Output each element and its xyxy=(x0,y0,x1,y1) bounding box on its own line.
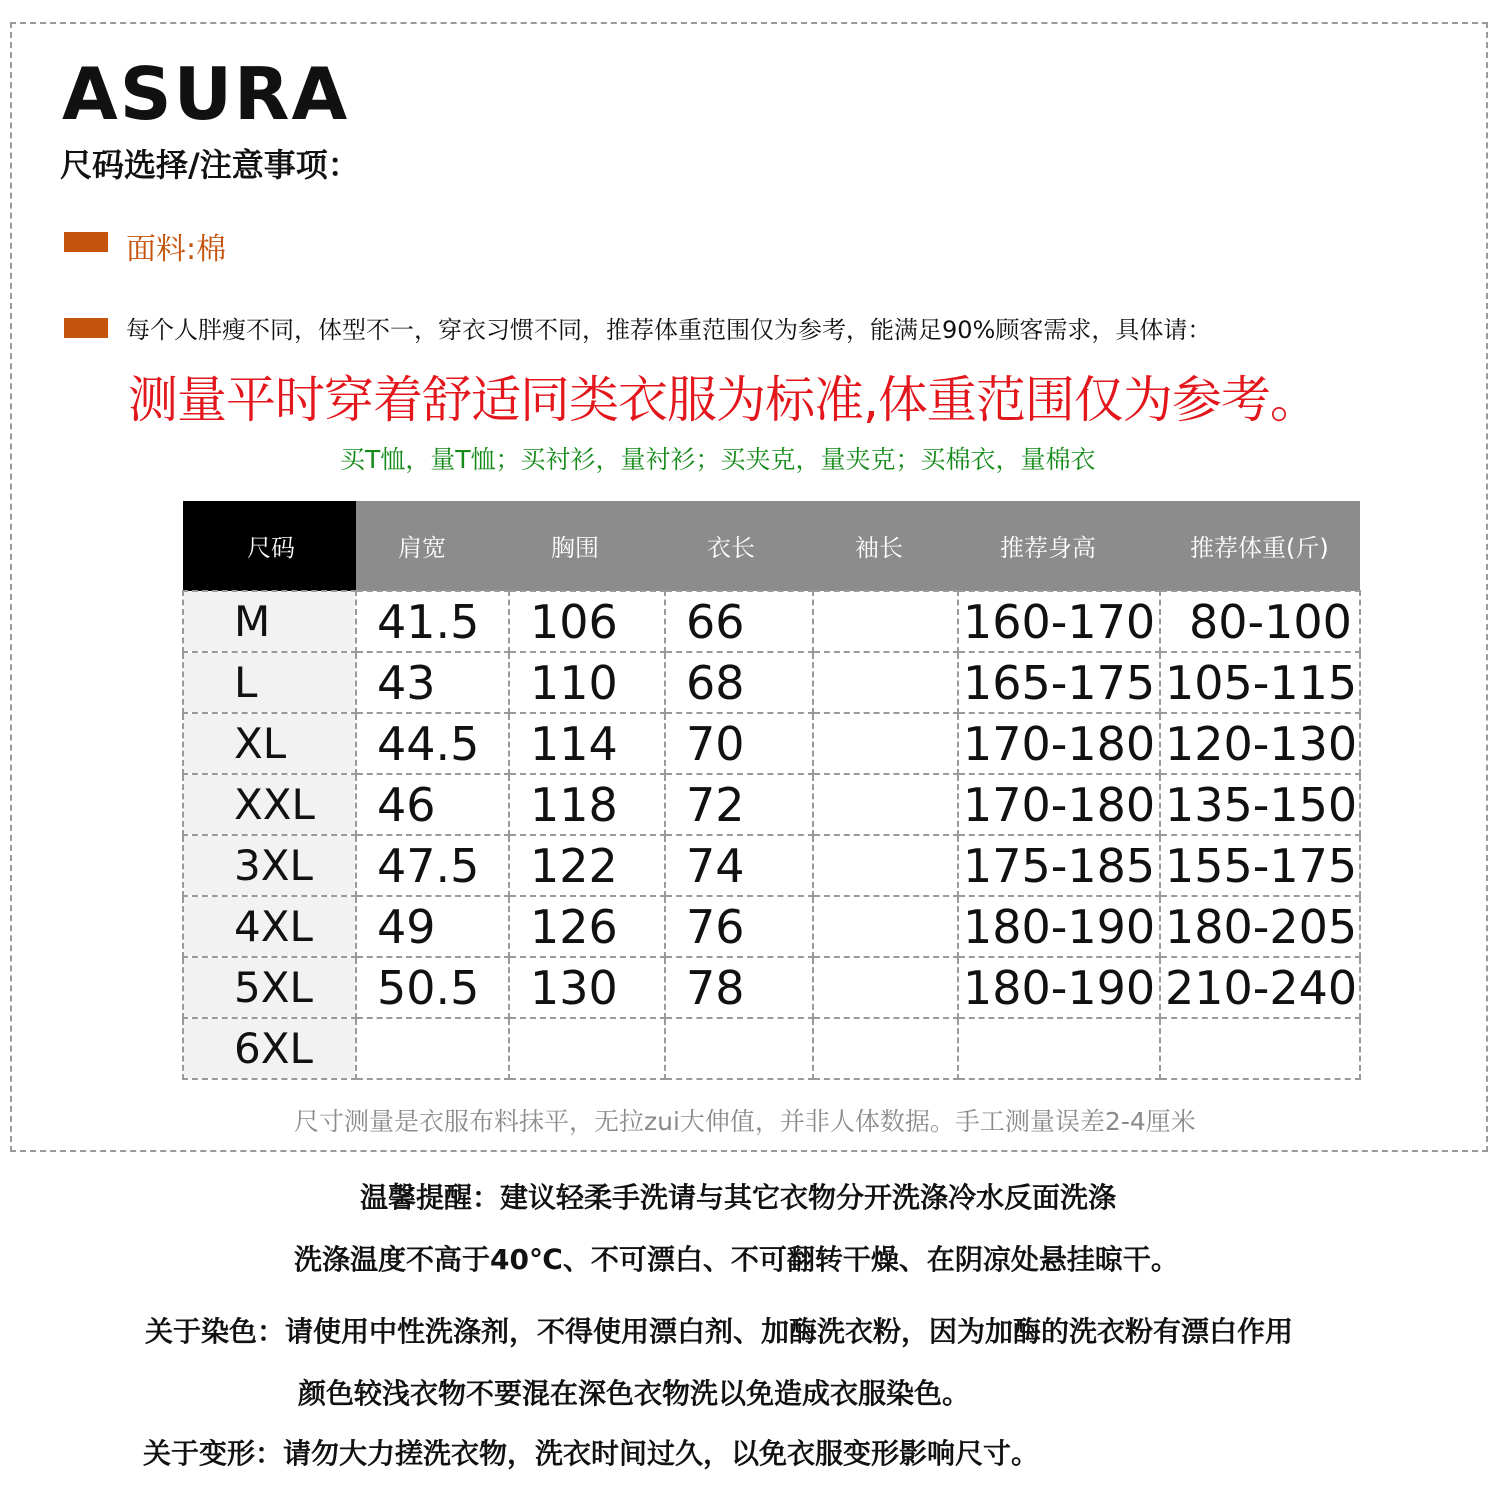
size-cell: M xyxy=(183,591,356,652)
table-cell xyxy=(813,713,958,774)
care-tip-line: 温馨提醒：建议轻柔手洗请与其它衣物分开洗涤冷水反面洗涤 xyxy=(360,1181,1117,1214)
table-cell: 76 xyxy=(665,896,813,957)
table-cell: 50.5 xyxy=(356,957,509,1018)
fabric-label: 面料:棉 xyxy=(126,232,227,267)
brand-logo: ASURA xyxy=(62,52,350,136)
table-row xyxy=(183,652,1360,713)
size-table xyxy=(182,501,1361,1080)
table-cell xyxy=(813,1018,958,1079)
table-cell: 110 xyxy=(509,652,665,713)
care-dye-line: 颜色较浅衣物不要混在深色衣物洗以免造成衣服染色。 xyxy=(298,1377,971,1410)
care-tip-line: 洗涤温度不高于40℃、不可漂白、不可翻转干燥、在阴凉处悬挂晾干。 xyxy=(294,1243,1179,1276)
table-row xyxy=(183,896,1360,957)
table-cell: 114 xyxy=(509,713,665,774)
table-cell: 180-190 xyxy=(958,957,1160,1018)
table-row xyxy=(183,591,1360,652)
column-header: 胸围 xyxy=(509,501,665,591)
table-row xyxy=(183,957,1360,1018)
table-cell xyxy=(813,835,958,896)
table-cell: 170-180 xyxy=(958,774,1160,835)
table-cell: 165-175 xyxy=(958,652,1160,713)
table-cell: 80-100 xyxy=(1160,591,1360,652)
column-header: 推荐身高 xyxy=(958,501,1160,591)
care-dye-line: 关于染色：请使用中性洗涤剂，不得使用漂白剂、加酶洗衣粉，因为加酶的洗衣粉有漂白作用 xyxy=(145,1315,1294,1348)
measure-highlight: 测量平时穿着舒适同类衣服为标准,体重范围仅为参考。 xyxy=(128,371,1319,429)
column-header: 袖长 xyxy=(813,501,958,591)
table-cell: 126 xyxy=(509,896,665,957)
table-cell xyxy=(958,1018,1160,1079)
table-row xyxy=(183,774,1360,835)
table-cell: 72 xyxy=(665,774,813,835)
table-cell: 180-190 xyxy=(958,896,1160,957)
page-title: 尺码选择/注意事项： xyxy=(60,146,360,184)
table-cell: 210-240 xyxy=(1160,957,1360,1018)
fabric-bullet xyxy=(64,232,108,252)
table-cell: 105-115 xyxy=(1160,652,1360,713)
size-cell: L xyxy=(183,652,356,713)
table-cell: 68 xyxy=(665,652,813,713)
table-cell xyxy=(1160,1018,1360,1079)
size-cell: XXL xyxy=(183,774,356,835)
table-cell: 44.5 xyxy=(356,713,509,774)
size-cell: 6XL xyxy=(183,1018,356,1079)
table-row xyxy=(183,835,1360,896)
table-cell: 78 xyxy=(665,957,813,1018)
table-row xyxy=(183,713,1360,774)
table-cell: 66 xyxy=(665,591,813,652)
table-row xyxy=(183,1018,1360,1079)
table-cell xyxy=(813,957,958,1018)
measurement-disclaimer: 尺寸测量是衣服布料抹平，无拉zui大伸值，并非人体数据。手工测量误差2-4厘米 xyxy=(294,1107,1196,1136)
table-header-row xyxy=(183,501,1360,591)
table-cell: 43 xyxy=(356,652,509,713)
column-header: 衣长 xyxy=(665,501,813,591)
note-bullet xyxy=(64,318,108,338)
table-cell xyxy=(813,896,958,957)
measure-tip: 买T恤，量T恤；买衬衫，量衬衫；买夹克，量夹克；买棉衣，量棉衣 xyxy=(340,445,1096,474)
table-cell: 122 xyxy=(509,835,665,896)
column-header: 肩宽 xyxy=(356,501,509,591)
table-cell: 118 xyxy=(509,774,665,835)
table-cell: 46 xyxy=(356,774,509,835)
table-cell: 47.5 xyxy=(356,835,509,896)
column-header: 推荐体重(斤) xyxy=(1160,501,1360,591)
size-cell: 5XL xyxy=(183,957,356,1018)
table-cell xyxy=(665,1018,813,1079)
table-cell: 135-150 xyxy=(1160,774,1360,835)
size-cell: 3XL xyxy=(183,835,356,896)
table-cell: 175-185 xyxy=(958,835,1160,896)
table-cell xyxy=(509,1018,665,1079)
table-cell: 120-130 xyxy=(1160,713,1360,774)
size-cell: XL xyxy=(183,713,356,774)
table-cell: 41.5 xyxy=(356,591,509,652)
table-cell: 160-170 xyxy=(958,591,1160,652)
fit-note: 每个人胖瘦不同，体型不一，穿衣习惯不同，推荐体重范围仅为参考，能满足90%顾客需求，具体请： xyxy=(126,316,1212,344)
table-cell xyxy=(356,1018,509,1079)
table-cell xyxy=(813,652,958,713)
table-cell: 49 xyxy=(356,896,509,957)
table-cell: 74 xyxy=(665,835,813,896)
table-cell xyxy=(813,774,958,835)
table-cell: 130 xyxy=(509,957,665,1018)
table-cell xyxy=(813,591,958,652)
table-cell: 70 xyxy=(665,713,813,774)
table-cell: 106 xyxy=(509,591,665,652)
care-deform-line: 关于变形：请勿大力搓洗衣物，洗衣时间过久，以免衣服变形影响尺寸。 xyxy=(143,1437,1040,1470)
size-cell: 4XL xyxy=(183,896,356,957)
table-cell: 155-175 xyxy=(1160,835,1360,896)
table-cell: 180-205 xyxy=(1160,896,1360,957)
column-header: 尺码 xyxy=(183,501,356,591)
table-cell: 170-180 xyxy=(958,713,1160,774)
